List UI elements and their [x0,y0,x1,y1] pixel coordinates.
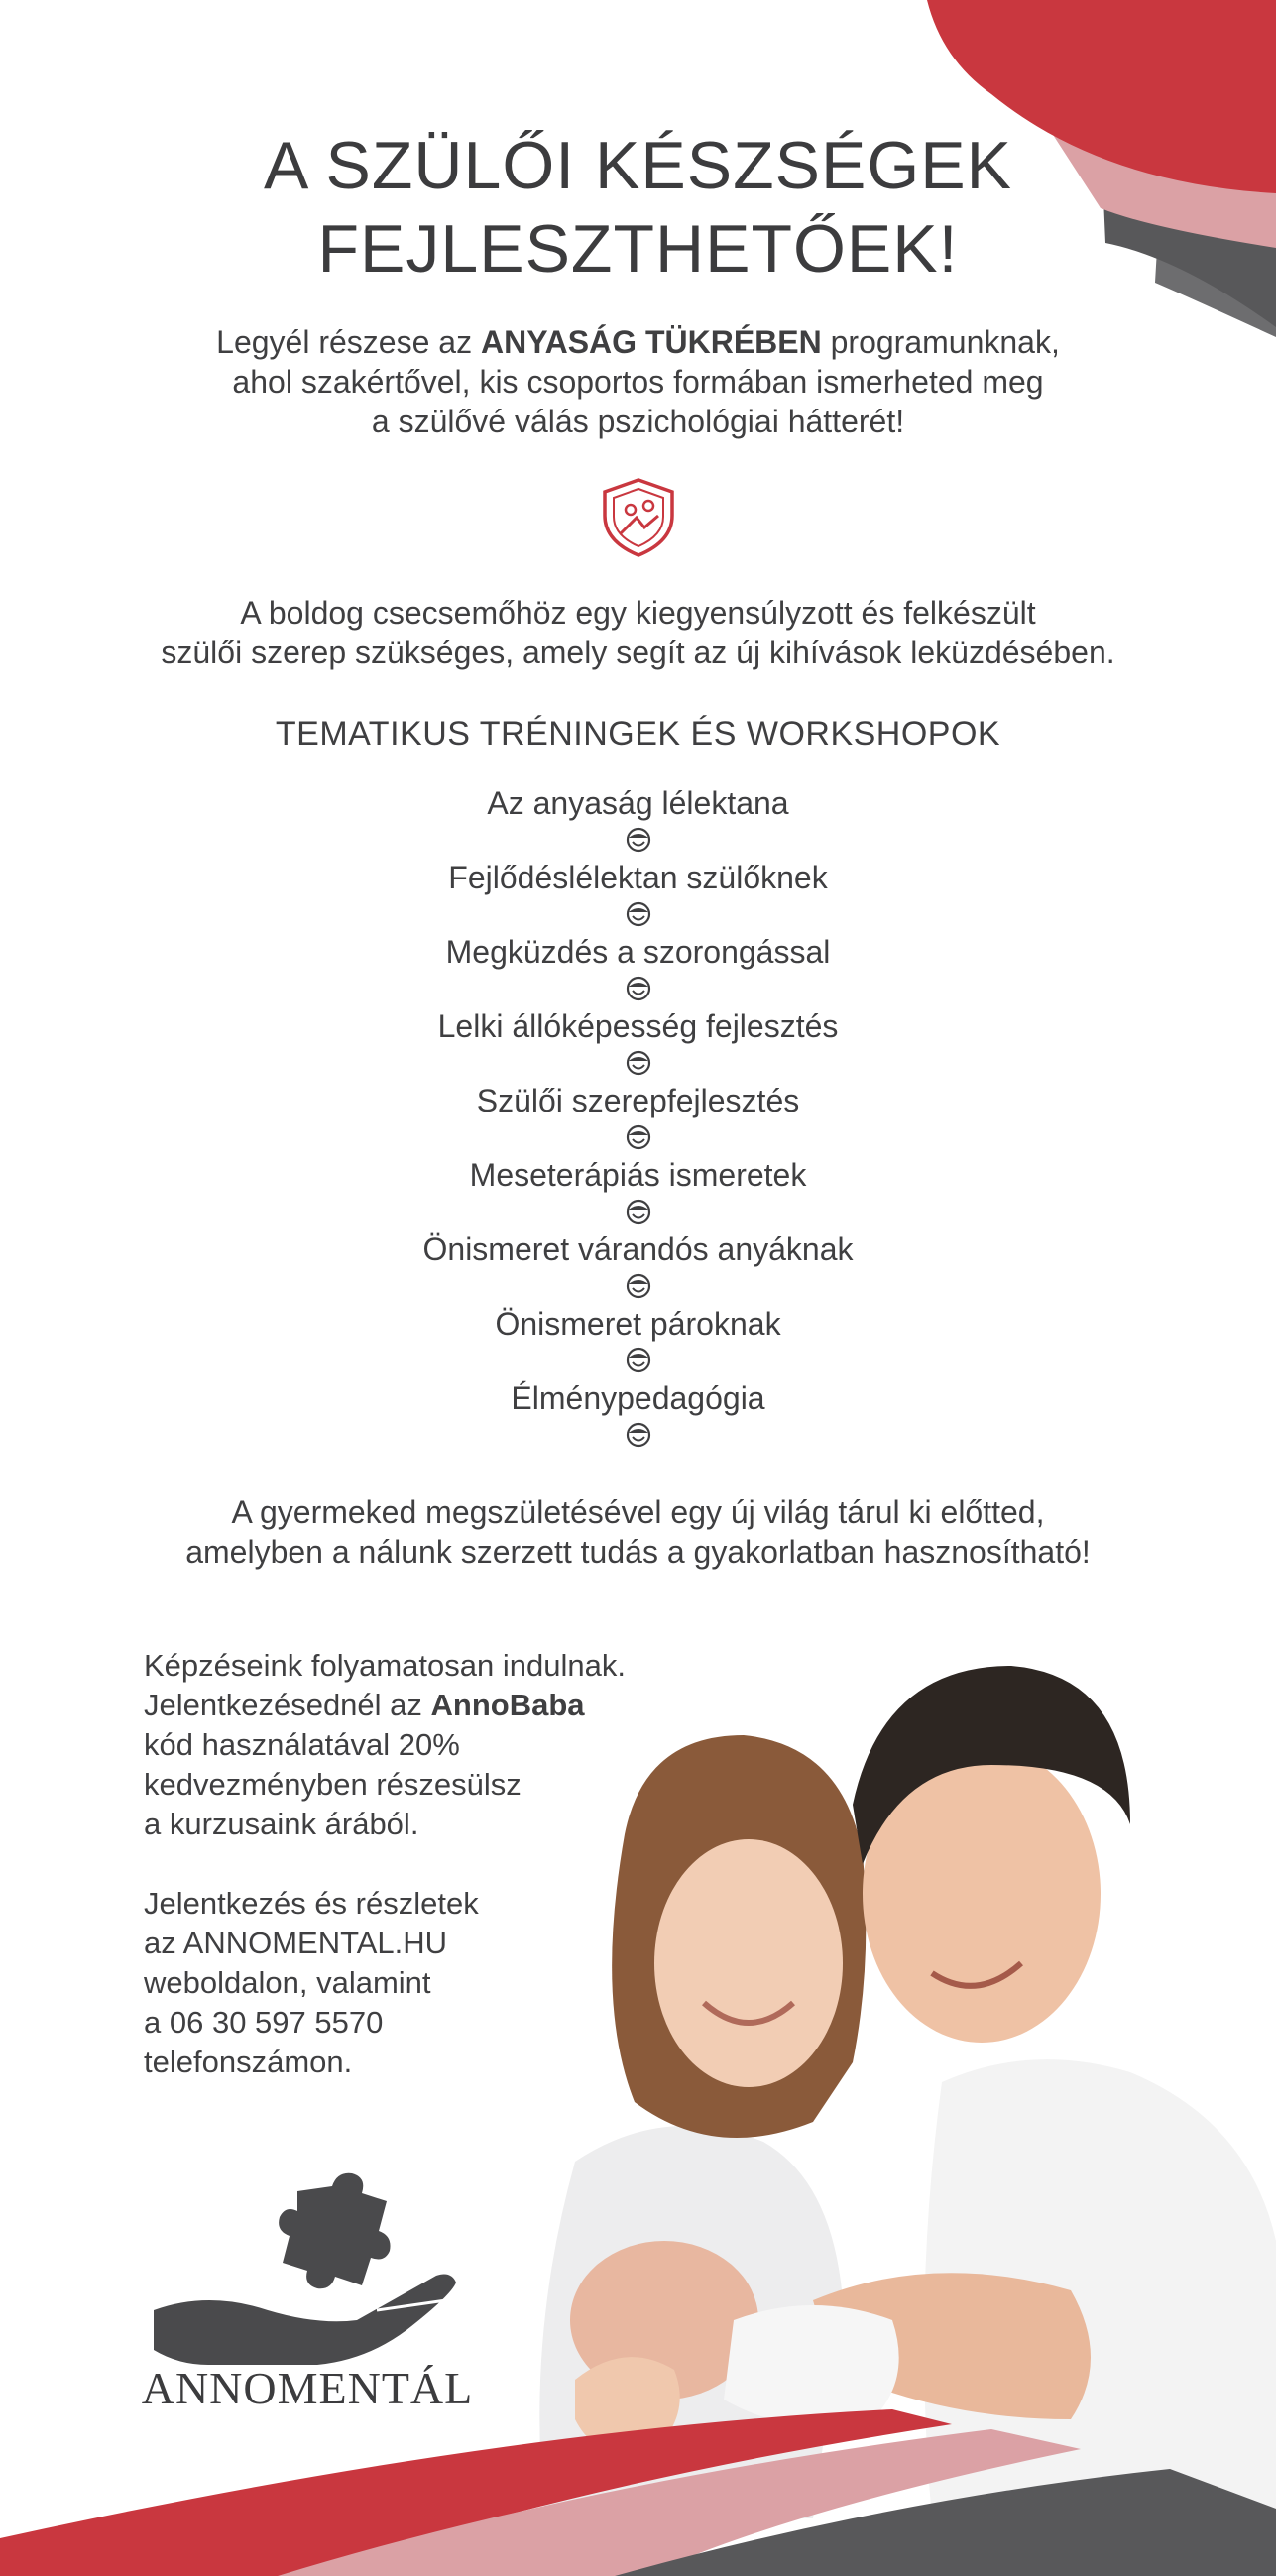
logo-wordmark: ANNOMENTÁL [141,2363,474,2413]
list-item: Az anyaság lélektana [0,783,1276,858]
corner-decoration-bottom [0,2390,1276,2576]
intro-text: Legyél részese az ANYASÁG TÜKRÉBEN programunknak, ahol szakértővel, kis csoportos formában ismerheted meg a szülővé válás pszichológiai hátterét! [216,324,1060,439]
smiley-icon [626,1273,651,1299]
smiley-icon [626,976,651,1001]
offer-text: Képzéseink folyamatosan indulnak. Jelentkezésednél az AnnoBaba kód használatával 20% kedvezményben részesülsz a kurzusaink árából. Jelentkezés és részletek az ANNOMENTAL.HU weboldalon, valamint a 06 30 597 5570 telefonszámon. [144,1646,739,2122]
smiley-icon [626,901,651,927]
list-item: Megküzdés a szorongással [0,932,1276,1006]
smiley-icon [626,1050,651,1076]
smiley-icon [626,1422,651,1448]
program-name: ANYASÁG TÜKRÉBEN [480,324,822,360]
page-title: A SZÜLŐI KÉSZSÉGEK FEJLESZTHETŐEK! [264,128,1012,287]
contact-text: Jelentkezés és részletek az ANNOMENTAL.HU weboldalon, valamint a 06 30 597 5570 telefonszámon. [144,1886,479,2079]
list-item: Élménypedagógia [0,1378,1276,1453]
list-item: Meseterápiás ismeretek [0,1155,1276,1229]
discount-code: AnnoBaba [430,1688,585,1722]
topics-heading: TEMATIKUS TRÉNINGEK ÉS WORKSHOPOK [275,715,1001,753]
list-item: Önismeret várandós anyáknak [0,1229,1276,1304]
list-item: Szülői szerepfejlesztés [0,1081,1276,1155]
smiley-icon [626,827,651,853]
list-item: Lelki állóképesség fejlesztés [0,1006,1276,1081]
closing-text: A gyermeked megszületésével egy új világ tárul ki előtted, amelyben a nálunk szerzett tudás a gyakorlatban hasznosítható! [185,1494,1091,1570]
topics-list [0,783,1276,1453]
description-text: A boldog csecsemőhöz egy kiegyensúlyzott és felkészült szülői szerep szükséges, amely segít az új kihívások leküzdésében. [161,595,1115,670]
smiley-icon [626,1199,651,1225]
family-shield-icon [597,476,680,559]
smiley-icon [626,1347,651,1373]
smiley-icon [626,1124,651,1150]
list-item: Fejlődéslélektan szülőknek [0,858,1276,932]
list-item: Önismeret pároknak [0,1304,1276,1378]
